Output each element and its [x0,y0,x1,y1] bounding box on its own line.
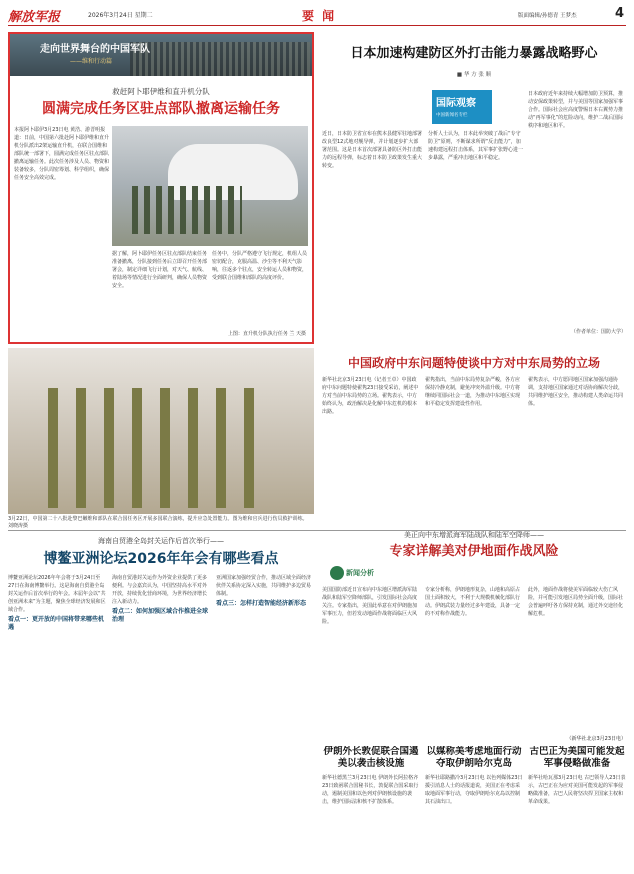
boao-body-col1 [8,574,106,864]
japan-body-col1: 近日，日本防卫省宣布在熊本县健军驻地部署改良型12式地对舰导弹，并计划逐步扩大部署范围。这是日本首次部署具备防区外打击能力的远程导弹，标志着日本防卫政策发生重大转变。 [322,131,422,169]
banner-soldiers-image [130,42,310,76]
article-kicker: 救赶阿卜耶伊维和直升机分队 [112,87,210,96]
boao-subhead-2: 看点二：如何加强区域合作推进全球治理 [112,608,209,623]
article-body-col2: 据了解，阿卜耶伊任务区驻点部队结束任务准备撤离，分队接到任务后立即召开任务部署会，制定详细飞行计划，对天气、航线、着陆场等情况进行全面研判，确保人员物资安全。 [112,251,207,289]
banner-title: 走向世界舞台的中国军队 [40,44,150,55]
short-news-body: 新华社哈瓦那3月23日电 古巴领导人23日表示，古巴正在为应对美国可能发起的军事侵略做准备，古巴人民将坚决捍卫国家主权和革命成果。 [528,775,626,805]
article-headline: 圆满完成任务区驻点部队撤离运输任务 [42,101,280,117]
japan-article-author: ■ 华 方 张 顺 [456,72,492,78]
badge-label: 国际观察 [436,98,476,109]
boao-text-2: 海南自贸港封关运作为外资企业提供了更多便利。与会嘉宾认为，中国坚持高水平对外开放，持续优化营商环境，为世界经济增长注入新动力。 [112,575,208,605]
news-analysis-badge [330,566,394,580]
short-news-headline: 以媒称美考虑地面行动夺取伊朗哈尔克岛 [426,746,522,769]
short-news-item [425,746,523,866]
mideast-headline: 中国政府中东问题特使谈中方对中东局势的立场 [347,356,600,370]
newspaper-logo: 解放军报 [8,10,61,25]
mideast-body-col1: 新华社北京3月23日电（记者王卓）中国政府中东问题特使翟隽23日接受采访，阐述中方对当前中东局势的立场。翟隽表示，中方始终认为，政治解决是化解中东危机的根本出路。 [322,377,419,415]
news-analysis-label: 新闻分析 [346,569,374,577]
short-news-item [528,746,626,866]
boao-text-1: 博鳌亚洲论坛2026年年会将于3月24日至27日在海南博鳌举行。这是海南自贸港全岛封关运作后首次举行的年会。本届年会以“共创亚洲未来”为主题，聚焦全球经济发展和区域合作。 [8,575,106,613]
photo-caption: 3月22日，中国第二十八批赴黎巴嫩维和部队在联合国任务区开展多国联合演练，提升应急处置能力。图为维和官兵进行伤员救护训练。 刘晓涛摄 [8,516,308,529]
top-left-article [8,32,314,344]
boao-subhead-1: 看点一：更开放的中国将带来哪些机遇 [8,616,105,631]
short-news-item [322,746,420,866]
boao-kicker: 海南自贸港全岛封关运作后首次举行—— [98,537,224,545]
us-iran-body-col3: 此外，地面作战将使美军面临较大伤亡风险，并可能引发地区局势全面升级，国际社会普遍呼吁各方保持克制，通过外交途径化解危机。 [528,587,624,617]
helicopter-photo [112,126,308,246]
japan-byline: （作者单位：国防大学） [570,329,626,335]
photo-byline: 上图：直升机分队执行任务 兰 天摄 [227,331,306,337]
short-news-body: 新华社耶路撒冷3月23日电 以色列媒体23日援引消息人士的话报道说，美国正在考虑采取地面军事行动，夺取伊朗哈尔克岛以控制其石油出口。 [425,775,523,805]
issue-date: 2026年3月24日 星期二 [88,12,153,19]
article-body-col3: 任务中，分队严格遵守飞行规定，机组人员密切配合，克服高温、沙尘等不利天气影响，往返多个驻点，安全转运人员和物资，受到联合国维和部队的高度评价。 [212,251,308,281]
boao-body-col3 [216,574,314,864]
short-news-body: 新华社德黑兰3月23日电 伊朗外长阿拉格齐23日致函联合国秘书长，敦促联合国采取行动，遏制美国和以色列对伊朗核设施的袭击，维护国际法和核不扩散体系。 [322,775,419,805]
mideast-body-col2: 翟隽指出，当前中东局势复杂严峻，各方应保持冷静克制，避免冲突外溢升级。中方将继续同国际社会一道，为推动中东地区实现和平稳定发挥建设性作用。 [425,377,521,407]
japan-article-headline: 日本加速构建防区外打击能力暴露战略野心 [350,46,598,61]
short-news-headline: 古巴正为美国可能发起军事侵略做准备 [529,746,625,769]
japan-body-col3: 日本政府近年来持续大幅增加防卫预算，推动安保政策转型，并与美国等国家加强军事合作。国际社会应高度警惕日本右翼势力推动“再军事化”的危险动向，维护二战后国际秩序和地区和平。 [528,91,624,129]
us-iran-headline: 专家详解美对伊地面作战风险 [389,544,559,559]
page-number: 4 [614,6,624,21]
section-title: 要 闻 [302,9,337,23]
us-iran-byline: （新华社北京3月23日电） [566,736,626,742]
badge-sub: 中国新闻名专栏 [436,113,468,118]
short-news-headline: 伊朗外长敦促联合国遏美以袭击核设施 [323,746,419,769]
international-observation-badge [432,90,492,124]
soldiers-shape [132,186,242,234]
boao-text-3: 亚洲国家加强经贸合作，推动区域全面经济伙伴关系协定深入实施，共同维护多边贸易体制。 [216,575,312,597]
page-editor: 版面编辑/孙德青 王梦杰 [518,13,577,19]
article-body-col1: 本报阿卜耶伊3月23日电 黄浩、游晋明报道：日前，中国第六批赴阿卜耶伊维和直升机分队派出2架运输直升机，在联合国维和部队统一部署下，圆满完成任务区驻点部队撤离运输任务。此次任务涉及人员、物资和装备较多，分队周密筹划、科学组织，确保任务安全高效完成。 [14,127,109,181]
boao-headline: 博鳌亚洲论坛2026年年会有哪些看点 [43,551,279,567]
mideast-body-col3: 翟隽表示，中方愿同地区国家加强沟通协调，支持地区国家通过对话协商解决分歧，共同维护地区安全，推动构建人类命运共同体。 [528,377,624,407]
boao-subhead-3: 看点三：怎样打造智能经济新形态 [216,600,307,607]
banner-subtitle: ——维和行动篇 [70,58,113,65]
us-iran-body-col1: 美国国防部近日宣布向中东地区增派海军陆战队和陆军空降师部队，引发国际社会高度关注。专家指出，美国此举意在对伊朗施加军事压力，但若发动地面作战将面临巨大风险。 [322,587,418,625]
boao-body-col2 [112,574,210,864]
japan-body-col2: 分析人士认为，日本此举突破了战后“专守防卫”原则，不断谋求所谓“反击能力”，加速构建远程打击体系，其军事扩张野心进一步暴露，严重冲击地区和平稳定。 [428,131,524,161]
us-iran-kicker: 美正向中东增派海军陆战队和陆军空降师—— [404,531,544,539]
masthead [8,6,626,26]
peacekeeping-photo [8,348,314,514]
badge-dot-icon [330,566,344,580]
us-iran-body-col2: 专家分析称，伊朗地形复杂，山地和高原占国土面积较大，不利于大规模机械化部队行动。伊朗武装力量经过多年建设，具备一定的不对称作战能力。 [425,587,521,617]
series-banner [10,34,312,76]
soldiers-figures [48,388,268,508]
